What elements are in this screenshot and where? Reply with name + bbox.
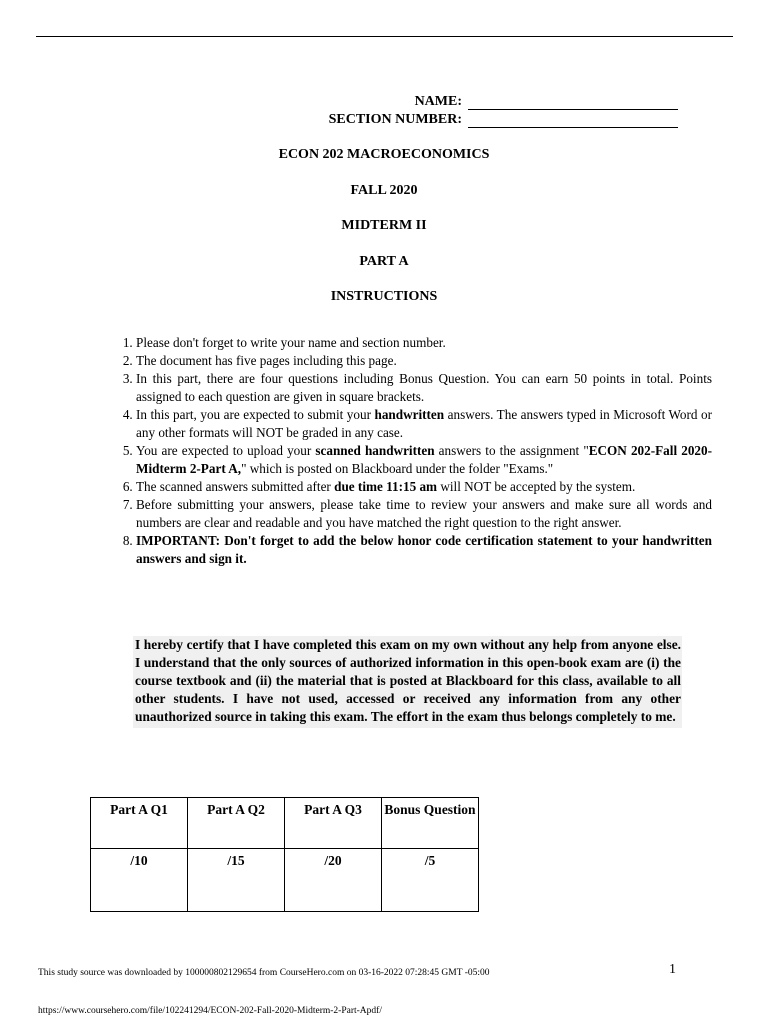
- section-field: [329, 110, 678, 128]
- instruction-item: 2. The document has five pages including this page.: [136, 352, 712, 370]
- part-title: PART A: [359, 254, 409, 269]
- score-header: Part A Q3: [285, 798, 382, 849]
- download-note: This study source was downloaded by 100000802129654 from CourseHero.com on 03-16-2022 07:28:45 GMT -05:00: [38, 968, 490, 978]
- top-rule: [36, 36, 733, 37]
- instructions-list: [102, 334, 712, 568]
- instruction-item: 7. Before submitting your answers, please take time to review your answers and make sure all words and numbers are clear and readable and you have matched the right question to the right answer.: [136, 496, 712, 532]
- instruction-item: 4. In this part, you are expected to submit your handwritten answers. The answers typed in Microsoft Word or any other formats will NOT be graded in any case.: [136, 406, 712, 442]
- name-label: NAME:: [414, 94, 462, 109]
- score-table: [90, 797, 479, 912]
- instruction-item: 3. In this part, there are four questions including Bonus Question. You can earn 50 points in total. Points assigned to each question are given in square brackets.: [136, 370, 712, 406]
- score-points: /20: [285, 849, 382, 912]
- course-title: ECON 202 MACROECONOMICS: [278, 147, 490, 162]
- name-field: [415, 92, 678, 110]
- score-header: Bonus Question: [382, 798, 479, 849]
- term-title: FALL 2020: [350, 183, 418, 198]
- source-url[interactable]: https://www.coursehero.com/file/102241294/ECON-202-Fall-2020-Midterm-2-Part-Apdf/: [38, 1006, 382, 1016]
- instruction-item: 6. The scanned answers submitted after due time 11:15 am will NOT be accepted by the system.: [136, 478, 712, 496]
- instructions-heading: INSTRUCTIONS: [330, 289, 438, 304]
- name-blank: [468, 95, 678, 110]
- instruction-item: 1. Please don't forget to write your name and section number.: [136, 334, 712, 352]
- instruction-item: 8. IMPORTANT: Don't forget to add the below honor code certification statement to your handwritten answers and sign it.: [136, 532, 712, 568]
- page-number: 1: [669, 962, 676, 977]
- score-points: /10: [91, 849, 188, 912]
- honor-statement: I hereby certify that I have completed this exam on my own without any help from anyone else. I understand that the only sources of authorized information in this open-book exam are (i) the course textbook and (ii) the material that is posted at Blackboard for this class, available to all other students. I have not used, accessed or received any information from any other unauthorized source in taking this exam. The effort in the exam thus belongs completely to me.: [133, 636, 682, 728]
- score-points: /15: [188, 849, 285, 912]
- score-points: /5: [382, 849, 479, 912]
- exam-title: MIDTERM II: [341, 218, 427, 233]
- score-header: Part A Q1: [91, 798, 188, 849]
- score-header: Part A Q2: [188, 798, 285, 849]
- section-blank: [468, 113, 678, 128]
- section-label: SECTION NUMBER:: [328, 112, 462, 127]
- instruction-item: 5. You are expected to upload your scanned handwritten answers to the assignment "ECON 202-Fall 2020-Midterm 2-Part A," which is posted on Blackboard under the folder "Exams.": [136, 442, 712, 478]
